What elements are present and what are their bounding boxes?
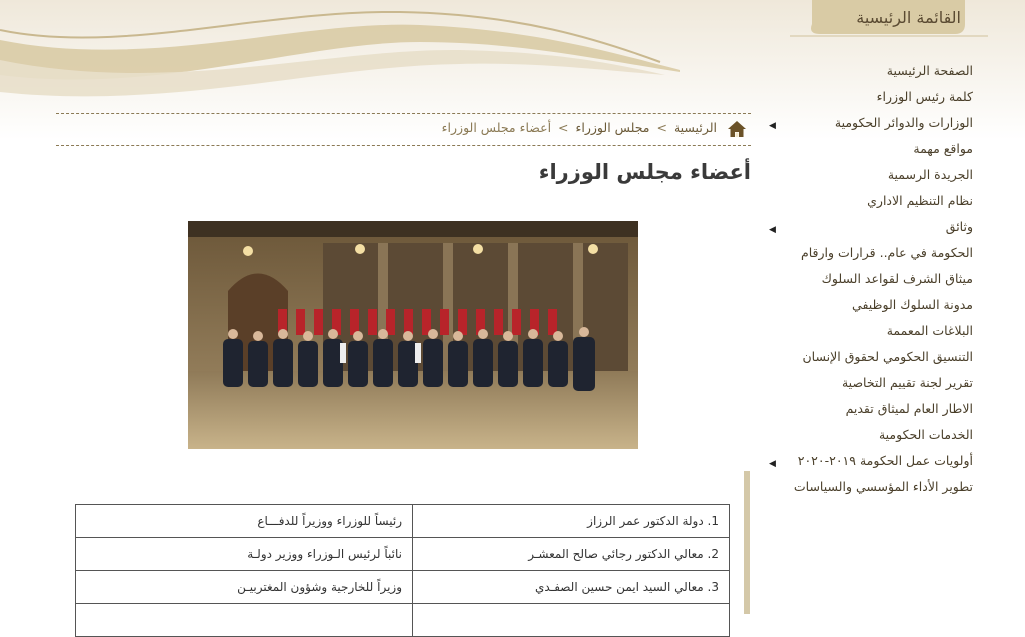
ministers-table [75, 504, 730, 637]
sidebar-menu [763, 62, 973, 504]
sidebar-item-code-of-conduct[interactable] [763, 296, 973, 322]
sidebar-item-label: ميثاق الشرف لقواعد السلوك [821, 271, 973, 286]
sidebar-item-priorities[interactable] [763, 452, 973, 478]
sidebar-item-label: كلمة رئيس الوزراء [876, 89, 973, 104]
row-number: 1. [707, 514, 719, 528]
sidebar-item-label: تقرير لجنة تقييم التخاصية [841, 375, 973, 390]
breadcrumb-separator: > [656, 120, 667, 135]
breadcrumb-cabinet-link[interactable]: مجلس الوزراء [575, 120, 650, 135]
sidebar-item-home[interactable] [763, 62, 973, 88]
sidebar-item-admin-system[interactable] [763, 192, 973, 218]
sidebar-item-performance[interactable] [763, 478, 973, 504]
sidebar-item-official-gazette[interactable] [763, 166, 973, 192]
page-title: أعضاء مجلس الوزراء [538, 160, 751, 184]
sidebar-item-label: مواقع مهمة [913, 141, 973, 156]
content-divider [744, 471, 750, 614]
table-row [76, 604, 730, 637]
minister-name [413, 538, 730, 571]
sidebar-item-human-rights[interactable] [763, 348, 973, 374]
sidebar-item-documents[interactable] [763, 218, 973, 244]
minister-name-text: معالي السيد ايمن حسين الصفـدي [535, 580, 704, 594]
row-number: 2. [707, 547, 719, 561]
home-icon[interactable] [727, 119, 747, 139]
minister-name [413, 505, 730, 538]
sidebar-item-privatization-report[interactable] [763, 374, 973, 400]
sidebar-item-label: تطوير الأداء المؤسسي والسياسات [793, 479, 973, 494]
sidebar-item-label: أولويات عمل الحكومة ٢٠١٩-٢٠٢٠ [797, 453, 973, 468]
sidebar-item-label: الصفحة الرئيسية [886, 63, 973, 78]
sidebar-item-label: التنسيق الحكومي لحقوق الإنسان [802, 349, 973, 364]
table-row [76, 538, 730, 571]
table-row [76, 571, 730, 604]
sidebar-item-service-charter[interactable] [763, 400, 973, 426]
sidebar-item-label: البلاغات المعممة [886, 323, 973, 338]
breadcrumb-separator: > [558, 120, 569, 135]
minister-name [413, 571, 730, 604]
minister-name-text: معالي الدكتور رجائي صالح المعشـر [528, 547, 704, 561]
minister-name [413, 604, 730, 637]
minister-name-text: دولة الدكتور عمر الرزاز [587, 514, 704, 528]
sidebar-item-circulars[interactable] [763, 322, 973, 348]
breadcrumb-home-link[interactable]: الرئيسية [673, 120, 717, 135]
minister-position: وزيراً للخارجية وشؤون المغتربيـن [76, 571, 413, 604]
sidebar-title: القائمة الرئيسية [856, 8, 961, 27]
caret-left-icon: ◀ [769, 459, 776, 469]
sidebar-item-government-year[interactable] [763, 244, 973, 270]
sidebar-item-label: الخدمات الحكومية [878, 427, 973, 442]
sidebar-item-label: الحكومة في عام.. قرارات وارقام [800, 245, 973, 260]
caret-left-icon: ◀ [769, 225, 776, 235]
minister-position [76, 604, 413, 637]
sidebar-item-honor-charter[interactable] [763, 270, 973, 296]
row-number: 3. [707, 580, 719, 594]
sidebar-item-label: الاطار العام لميثاق تقديم [845, 401, 973, 416]
sidebar-item-label: وثائق [945, 219, 973, 234]
minister-position: نائباً لرئيس الـوزراء ووزير دولـة [76, 538, 413, 571]
sidebar-item-label: الوزارات والدوائر الحكومية [834, 115, 973, 130]
sidebar-item-ministries[interactable] [763, 114, 973, 140]
sidebar-item-important-sites[interactable] [763, 140, 973, 166]
breadcrumb-current: أعضاء مجلس الوزراء [441, 120, 552, 135]
sidebar-item-pm-speech[interactable] [763, 88, 973, 114]
breadcrumb [56, 113, 751, 146]
sidebar-item-label: نظام التنظيم الاداري [867, 193, 973, 208]
cabinet-group-photo [188, 221, 638, 449]
caret-left-icon: ◀ [769, 121, 776, 131]
sidebar-item-label: الجريدة الرسمية [887, 167, 973, 182]
table-row [76, 505, 730, 538]
breadcrumb-trail [442, 120, 717, 135]
sidebar-item-label: مدونة السلوك الوظيفي [852, 297, 973, 312]
sidebar-item-gov-services[interactable] [763, 426, 973, 452]
minister-position: رئيساً للوزراء ووزيراً للدفـــاع [76, 505, 413, 538]
